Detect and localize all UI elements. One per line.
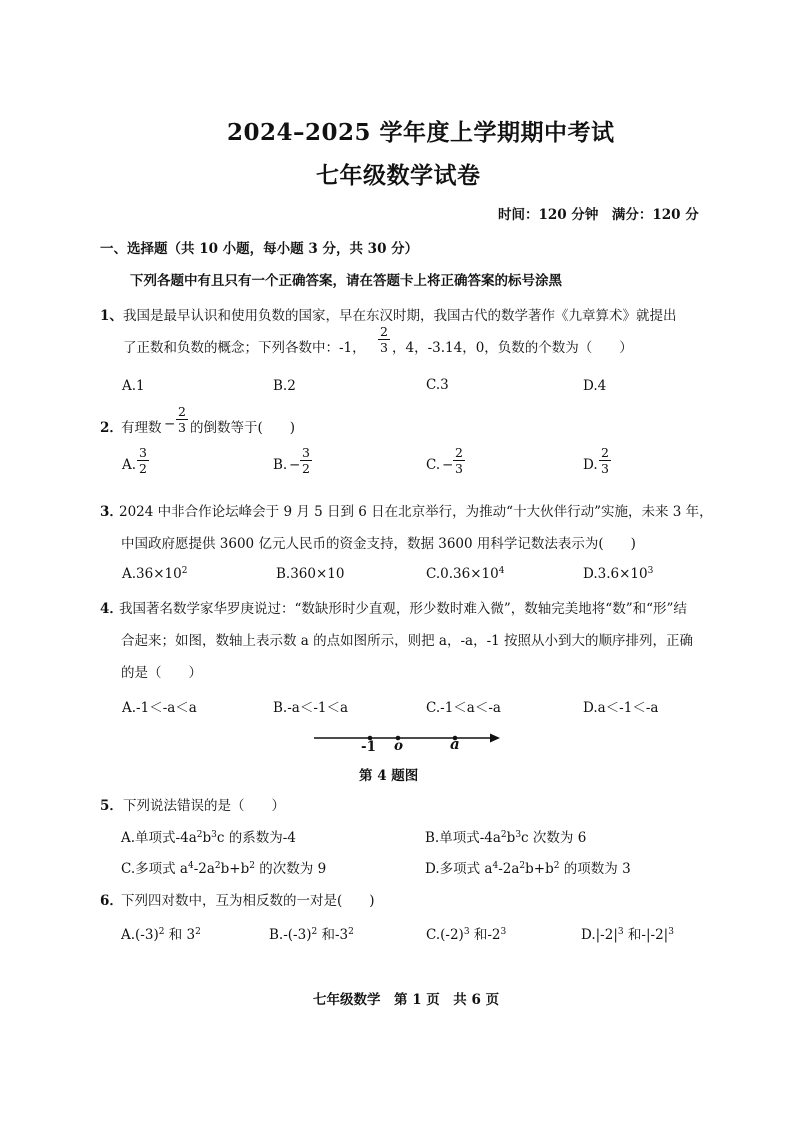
option-b: $B.-(-3)^2$ 和$-3^2$ bbox=[269, 927, 354, 943]
option-c: C.-1＜a＜-a bbox=[426, 700, 501, 716]
option-c: $C.(-2)^3$ 和$-2^3$ bbox=[426, 927, 507, 943]
page-footer: 七年级数学 第 1 页 共 6 页 bbox=[313, 992, 500, 1008]
option-a-fraction: 3 2 bbox=[137, 446, 149, 475]
option-a-letter: A. bbox=[122, 457, 137, 473]
option-a: A.-1＜-a＜a bbox=[122, 700, 197, 716]
option-a: $A.36\times 10^2$ bbox=[122, 566, 188, 582]
question-text: 的倒数等于( ) bbox=[190, 420, 296, 436]
question-text: 中国政府愿提供 3600 亿元人民币的资金支持，数据 3600 用科学记数法表示为( ) bbox=[121, 536, 636, 552]
section-instruction: 下列各题中有且只有一个正确答案，请在答题卡上将正确答案的标号涂黑 bbox=[130, 273, 562, 289]
question-text: 下列四对数中，互为相反数的一对是( ) bbox=[121, 893, 375, 909]
minus-sign: − bbox=[164, 416, 176, 432]
fraction: 2 3 bbox=[378, 325, 390, 354]
option-d-fraction: 2 3 bbox=[599, 446, 611, 475]
question-text: 2024 中非合作论坛峰会于 9 月 5 日到 6 日在北京举行，为推动“十大伙伴行动”实施，未来 3 年， bbox=[119, 504, 713, 520]
option-d: D.多项式 $a^4-2a^2b+b^2$ 的项数为 3 bbox=[425, 861, 631, 877]
question-number: 6． bbox=[100, 893, 123, 909]
minus-sign: − bbox=[442, 457, 454, 473]
option-c: $C.0.36\times 10^4$ bbox=[426, 566, 505, 582]
option-d: $D.|-2|^3$ 和$-|-2|^3$ bbox=[581, 927, 674, 943]
option-b-fraction: 3 2 bbox=[300, 446, 312, 475]
axis-label: a bbox=[450, 735, 460, 753]
axis-label: -1 bbox=[361, 739, 376, 755]
minus-sign: − bbox=[289, 457, 301, 473]
question-text: 下列说法错误的是（ ） bbox=[123, 798, 285, 814]
option-d: $D.3.6\times 10^3$ bbox=[583, 566, 654, 582]
question-text: 我国是最早认识和使用负数的国家，早在东汉时期，我国古代的数学著作《九章算术》就提出 bbox=[123, 308, 677, 324]
question-number: 3． bbox=[100, 504, 123, 520]
option-d: D.a＜-1＜-a bbox=[583, 700, 659, 716]
question-text: 合起来；如图，数轴上表示数 a 的点如图所示，则把 a，-a，-1 按照从小到大的顺序排列，正确 bbox=[121, 633, 694, 649]
option-b: B.-a＜-1＜a bbox=[273, 700, 349, 716]
option-d: D.4 bbox=[583, 378, 607, 394]
option-c-letter: C. bbox=[426, 457, 441, 473]
arrow-head-icon bbox=[490, 734, 500, 743]
question-number: 4． bbox=[100, 601, 123, 617]
question-number: 1、 bbox=[100, 308, 123, 324]
option-d-letter: D. bbox=[583, 457, 598, 473]
question-text: 有理数 bbox=[121, 420, 162, 436]
option-b: B.2 bbox=[273, 378, 296, 394]
question-text: ，4，-3.14，0，负数的个数为（ ） bbox=[392, 340, 633, 356]
exam-title: 2024–2025 学年度上学期期中考试 bbox=[227, 119, 615, 146]
fraction: 2 3 bbox=[176, 405, 188, 434]
exam-subtitle: 七年级数学试卷 bbox=[316, 162, 481, 189]
option-c-fraction: 2 3 bbox=[453, 446, 465, 475]
question-number: 5． bbox=[100, 798, 123, 814]
option-b: B.360×10 bbox=[276, 566, 345, 582]
axis-label: o bbox=[394, 738, 404, 754]
question-number: 2． bbox=[100, 420, 123, 436]
option-b-letter: B. bbox=[273, 457, 288, 473]
figure-caption: 第 4 题图 bbox=[359, 768, 419, 784]
exam-meta: 时间：120 分钟 满分：120 分 bbox=[498, 207, 699, 223]
question-text: 我国著名数学家华罗庚说过：“数缺形时少直观，形少数时难入微”，数轴完美地将“数”和“形”结 bbox=[119, 601, 687, 617]
option-b: B.单项式$-4a^2b^3c$ 次数为 6 bbox=[425, 830, 587, 846]
number-line-figure bbox=[310, 728, 510, 768]
option-a: A.单项式$-4a^2b^3c$ 的系数为-4 bbox=[121, 830, 296, 846]
option-a: $A.(-3)^2$ 和 $3^2$ bbox=[121, 927, 201, 943]
section-heading: 一、选择题（共 10 小题，每小题 3 分，共 30 分） bbox=[100, 241, 419, 257]
option-c: C.3 bbox=[426, 377, 449, 393]
option-a: A.1 bbox=[122, 378, 145, 394]
option-c: C.多项式 $a^4-2a^2b+b^2$ 的次数为 9 bbox=[121, 861, 327, 877]
question-text: 的是（ ） bbox=[121, 665, 202, 681]
question-text: 了正数和负数的概念；下列各数中：-1， bbox=[123, 340, 366, 356]
